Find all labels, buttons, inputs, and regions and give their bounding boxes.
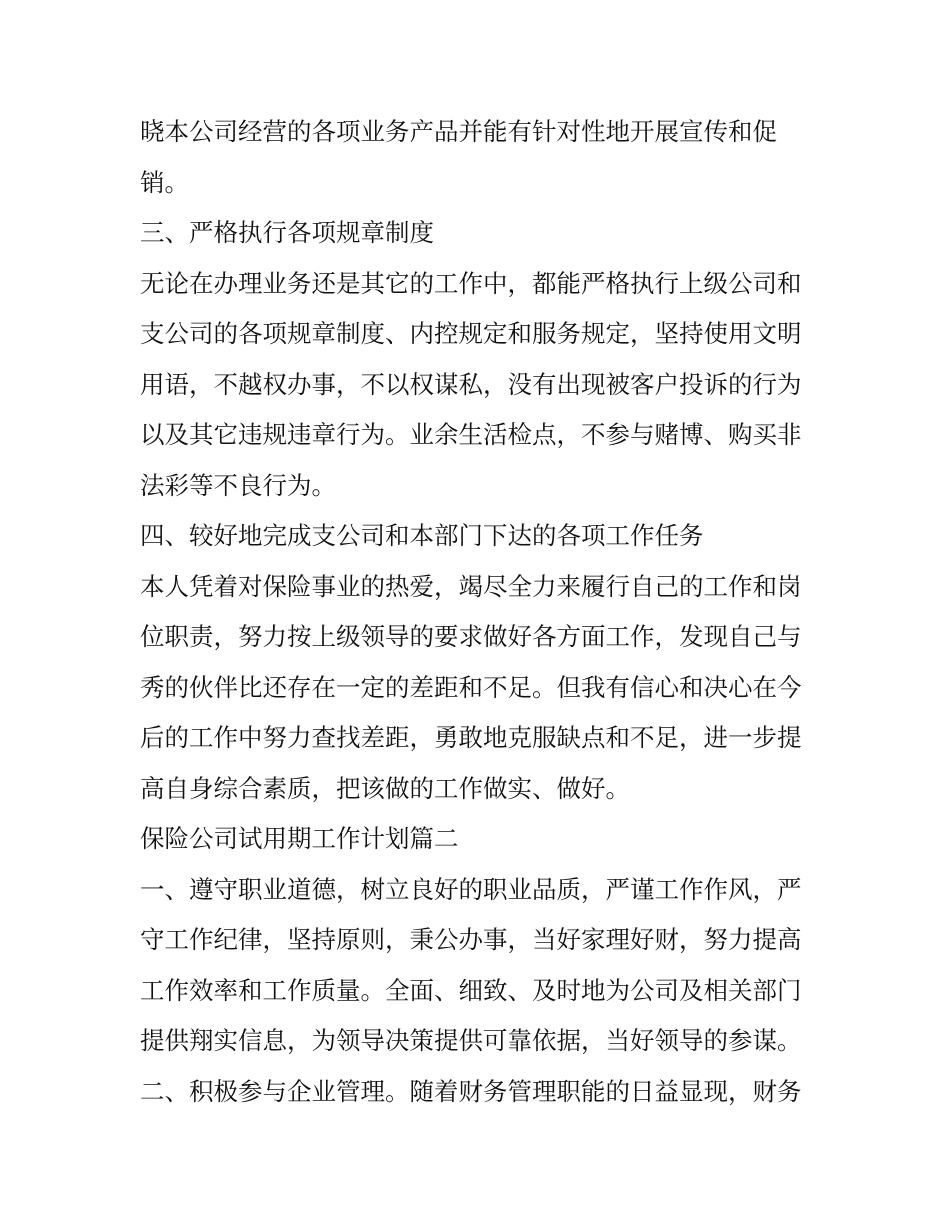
document-subtitle: 保险公司试用期工作计划篇二 [140,824,459,853]
text-line: 位职责，努力按上级领导的要求做好各方面工作，发现自己与 [140,622,802,651]
text-line: 守工作纪律，坚持原则，秉公办事，当好家理好财，努力提高 [140,925,802,954]
section-heading: 三、严格执行各项规章制度 [140,218,434,247]
text-line: 提供翔实信息，为领导决策提供可靠依据，当好领导的参谋。 [140,1026,802,1055]
text-line: 销。 [140,167,189,197]
section-heading: 四、较好地完成支公司和本部门下达的各项工作任务 [140,521,704,550]
text-line: 一、遵守职业道德，树立良好的职业品质，严谨工作作风，严 [140,874,802,904]
text-line: 高自身综合素质，把该做的工作做实、做好。 [140,773,630,803]
text-line: 秀的伙伴比还存在一定的差距和不足。但我有信心和决心在今 [140,672,802,702]
text-line: 无论在办理业务还是其它的工作中，都能严格执行上级公司和 [140,268,802,298]
text-line: 支公司的各项规章制度、内控规定和服务规定，坚持使用文明 [140,319,802,348]
body-text [140,107,820,1117]
text-line: 法彩等不良行为。 [140,470,336,500]
text-line: 以及其它违规违章行为。业余生活检点，不参与赌博、购买非 [140,420,802,449]
text-line: 本人凭着对保险事业的热爱，竭尽全力来履行自己的工作和岗 [140,571,802,601]
text-line: 晓本公司经营的各项业务产品并能有针对性地开展宣传和促 [140,117,777,146]
text-line: 后的工作中努力查找差距，勇敢地克服缺点和不足，进一步提 [140,723,802,752]
text-line: 用语，不越权办事，不以权谋私，没有出现被客户投诉的行为 [140,369,802,399]
text-line: 二、积极参与企业管理。随着财务管理职能的日益显现，财务 [140,1076,802,1106]
text-line: 工作效率和工作质量。全面、细致、及时地为公司及相关部门 [140,975,802,1005]
